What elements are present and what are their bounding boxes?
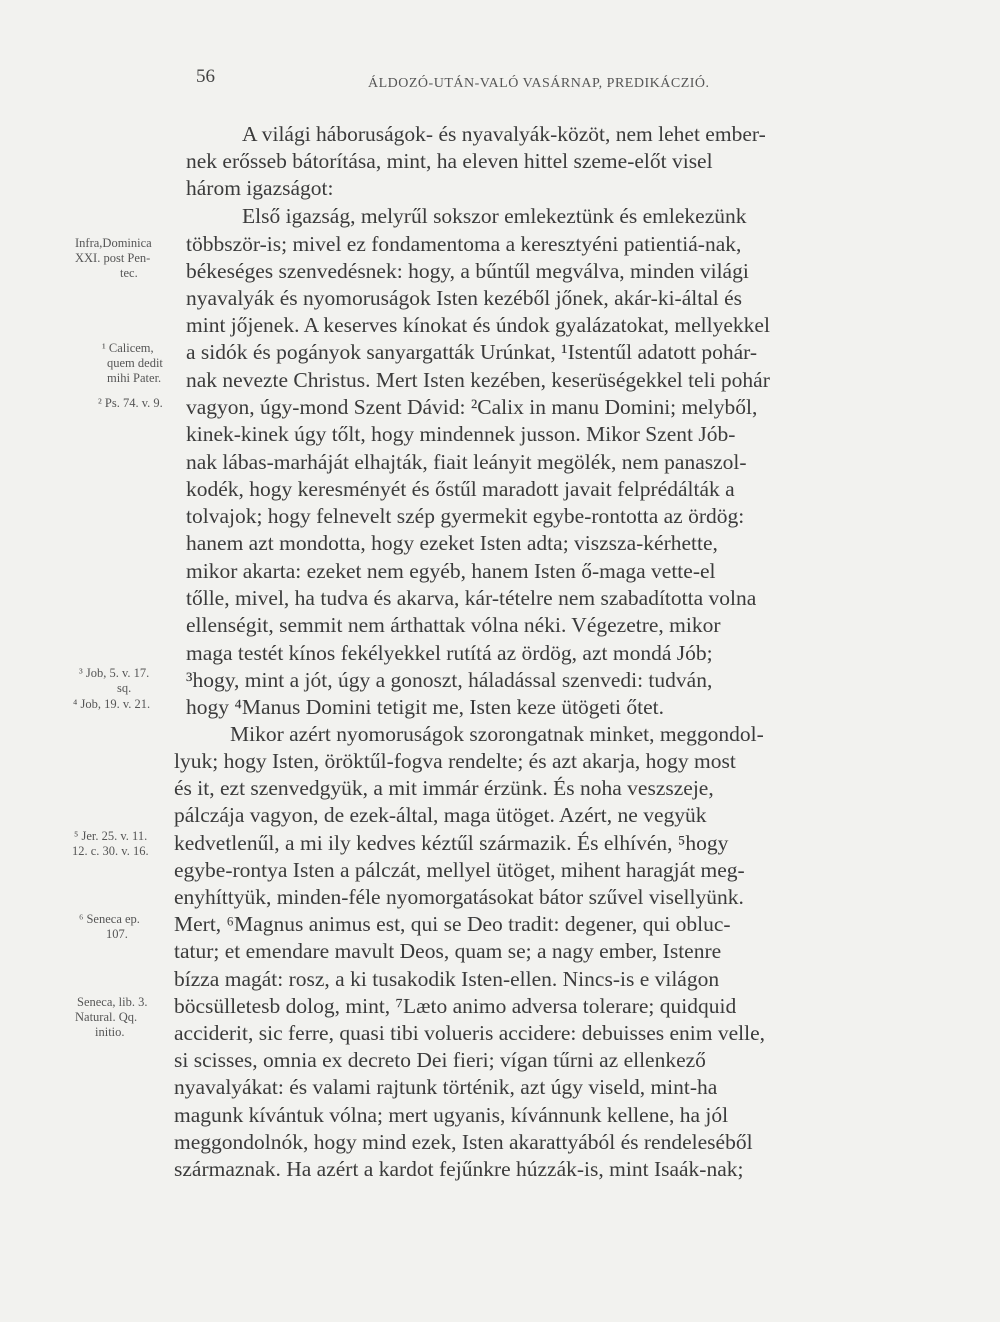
margin-note: mihi Pater.	[107, 371, 162, 385]
text-line: böcsülletesb dolog, mint, ⁷Læto animo adversa tolerare; quidquid	[174, 994, 737, 1018]
page-number: 56	[196, 66, 215, 87]
text-line: maga testét kínos fekélyekkel rutítá az ördög, azt mondá Jób;	[186, 641, 713, 665]
text-line: kinek-kinek úgy tőlt, hogy mindennek jusson. Mikor Szent Jób-	[186, 422, 736, 446]
text-line: három igazságot:	[186, 176, 334, 200]
margin-note: initio.	[95, 1025, 125, 1039]
text-line: mikor akarta: ezeket nem egyéb, hanem Isten ő-maga vette-el	[186, 559, 716, 583]
margin-note: ³ Job, 5. v. 17.	[79, 666, 150, 680]
text-line: vagyon, úgy-mond Szent Dávid: ²Calix in manu Domini; melyből,	[186, 395, 758, 419]
text-line: tatur; et emendare mavult Deos, quam se; a nagy ember, Istenre	[174, 939, 722, 963]
text-line: és it, ezt szenvedgyük, a mit immár érzünk. És noha veszszeje,	[174, 776, 714, 800]
text-line: származnak. Ha azért a kardot fejűnkre húzzák-is, mint Isaák-nak;	[174, 1157, 744, 1181]
text-line: nak nevezte Christus. Mert Isten kezében, keserüségekkel teli pohár	[186, 368, 770, 392]
text-line: A világi háboruságok- és nyavalyák-közöt, nem lehet ember-	[242, 122, 766, 146]
text-line: tőlle, mivel, ha tudva és akarva, kár-tételre nem szabadította volna	[186, 586, 757, 610]
text-line: nek erősseb bátorítása, mint, ha eleven hittel szeme-előt visel	[186, 149, 713, 173]
text-line: tolvajok; hogy felnevelt szép gyermekit egybe-rontotta az ördög:	[186, 504, 745, 528]
margin-note: quem dedit	[107, 356, 163, 370]
text-line: enyhíttyük, minden-féle nyomorgatásokat bátor szűvel visellyünk.	[174, 885, 744, 909]
text-line: egybe-rontya Isten a pálczát, mellyel ütöget, mihent haragját meg-	[174, 858, 745, 882]
text-line: nyavalyák és nyomoruságok Isten kezéből jőnek, akár-ki-által és	[186, 286, 742, 310]
text-line: nak lábas-marháját elhajták, fiait leányit megölék, nem panaszol-	[186, 450, 747, 474]
text-line: nyavalyákat: és valami rajtunk történik, azt úgy viseld, mint-ha	[174, 1075, 718, 1099]
margin-note: 12. c. 30. v. 16.	[72, 844, 149, 858]
text-line: lyuk; hogy Isten, öröktűl-fogva rendelte; és azt akarja, hogy most	[174, 749, 736, 773]
text-line: hanem azt mondotta, hogy ezeket Isten adta; viszsza-kérhette,	[186, 531, 718, 555]
text-line: a sidók és pogányok sanyargatták Urúnkat, ¹Istentűl adatott pohár-	[186, 340, 758, 364]
text-line: Mert, ⁶Magnus animus est, qui se Deo tradit: degener, qui obluc-	[174, 912, 731, 936]
margin-note: tec.	[120, 266, 138, 280]
text-line: hogy ⁴Manus Domini tetigit me, Isten keze ütögeti őtet.	[186, 695, 665, 719]
margin-note: Natural. Qq.	[75, 1010, 138, 1024]
margin-note: ² Ps. 74. v. 9.	[98, 396, 163, 410]
text-line: ³hogy, mint a jót, úgy a gonoszt, háladással szenvedi: tudván,	[186, 668, 713, 692]
running-title: ÁLDOZÓ-UTÁN-VALÓ VASÁRNAP, PREDIKÁCZIÓ.	[368, 76, 710, 91]
text-line: pálczája vagyon, de ezek-által, maga ütöget. Azért, ne vegyük	[174, 803, 707, 827]
text-line: mint jőjenek. A keserves kínokat és úndok gyalázatokat, mellyekkel	[186, 313, 770, 337]
margin-note: Seneca, lib. 3.	[77, 995, 148, 1009]
margin-note: Infra,Dominica	[75, 236, 152, 250]
text-line: meggondolnók, hogy mind ezek, Isten akarattyából és rendeleséből	[174, 1130, 753, 1154]
margin-note: ¹ Calicem,	[102, 341, 154, 355]
margin-note: XXI. post Pen-	[75, 251, 151, 265]
text-line: ellenségit, semmit nem árthattak vólna néki. Végezetre, mikor	[186, 613, 721, 637]
text-line: többször-is; mivel ez fondamentoma a keresztyéni patientiá-nak,	[186, 232, 742, 256]
text-line: békeséges szenvedésnek: hogy, a bűntűl megválva, minden világi	[186, 259, 749, 283]
margin-note: sq.	[117, 681, 132, 695]
margin-note: ⁶ Seneca ep.	[79, 912, 140, 926]
text-line: magunk kívántuk vólna; mert ugyanis, kívánnunk kellene, ha jól	[174, 1103, 729, 1127]
text-line: kodék, hogy keresményét és őstűl maradott javait felprédálták a	[186, 477, 735, 501]
text-line: Első igazság, melyrűl sokszor emlekeztünk és emlekezünk	[242, 204, 747, 228]
text-line: bízza magát: rosz, a ki tusakodik Isten-ellen. Nincs-is e világon	[174, 967, 720, 991]
margin-note: 107.	[106, 927, 128, 941]
text-line: Mikor azért nyomoruságok szorongatnak minket, meggondol-	[230, 722, 764, 746]
margin-note: ⁴ Job, 19. v. 21.	[73, 697, 151, 711]
margin-note: ⁵ Jer. 25. v. 11.	[74, 829, 148, 843]
text-line: kedvetlenűl, a mi ily kedves kéztűl származik. És elhívén, ⁵hogy	[174, 831, 729, 855]
text-line: acciderit, sic ferre, quasi tibi volueris accidere: debuisses enim velle,	[174, 1021, 766, 1045]
text-line: si scisses, omnia ex decreto Dei fieri; vígan tűrni az ellenkező	[174, 1048, 706, 1072]
